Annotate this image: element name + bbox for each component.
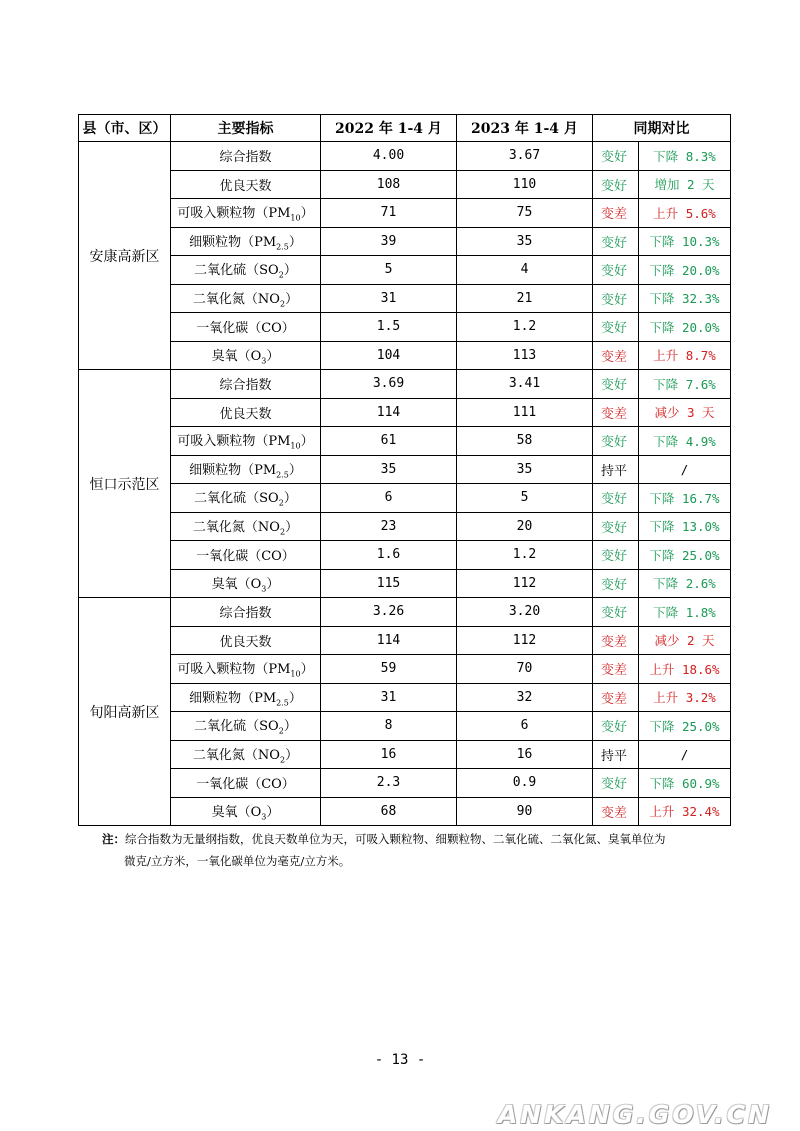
note-line-1: 综合指数为无量纲指数，优良天数单位为天，可吸入颗粒物、细颗粒物、二氧化硫、二氧化氮、臭氧单位为 <box>125 832 666 846</box>
table-row <box>79 142 731 171</box>
change-cell: 下降 25.0% <box>639 712 731 741</box>
header-2022: 2022 年 1-4 月 <box>321 115 457 142</box>
indicator-cell <box>171 284 321 313</box>
trend-cell: 变好 <box>593 541 639 570</box>
value-2022-cell: 1.5 <box>321 313 457 342</box>
value-2022-cell: 16 <box>321 740 457 769</box>
change-cell: 上升 32.4% <box>639 797 731 826</box>
indicator-suffix: ） <box>266 576 280 592</box>
value-2022-cell: 108 <box>321 170 457 199</box>
indicator-cell <box>171 769 321 798</box>
change-cell: 下降 10.3% <box>639 227 731 256</box>
indicator-cell <box>171 655 321 684</box>
indicator-name: 二氧化氮（NO <box>192 519 280 535</box>
value-2022-cell: 39 <box>321 227 457 256</box>
indicator-cell <box>171 398 321 427</box>
indicator-suffix: ） <box>288 234 302 250</box>
indicator-suffix: ） <box>285 747 299 763</box>
change-cell: 减少 3 天 <box>639 398 731 427</box>
trend-cell: 变差 <box>593 683 639 712</box>
trend-cell: 变好 <box>593 598 639 627</box>
indicator-suffix: ） <box>283 491 297 507</box>
indicator-subscript: 2 <box>279 299 286 309</box>
indicator-suffix: ） <box>288 462 302 478</box>
note-line-2: 微克/立方米，一氧化碳单位为毫克/立方米。 <box>124 854 351 868</box>
indicator-name: 二氧化硫（SO <box>194 719 279 735</box>
indicator-subscript: 3 <box>261 356 267 366</box>
value-2023-cell: 3.20 <box>457 598 593 627</box>
table-body <box>79 142 731 826</box>
value-2023-cell: 58 <box>457 427 593 456</box>
table-row <box>79 484 731 513</box>
indicator-cell <box>171 170 321 199</box>
change-cell: 下降 20.0% <box>639 256 731 285</box>
table-header <box>79 115 731 142</box>
value-2023-cell: 110 <box>457 170 593 199</box>
indicator-subscript: 10 <box>290 670 301 680</box>
indicator-suffix: ） <box>300 434 314 450</box>
table-row <box>79 598 731 627</box>
table-row <box>79 427 731 456</box>
value-2022-cell: 4.00 <box>321 142 457 171</box>
table-row <box>79 170 731 199</box>
county-cell: 旬阳高新区 <box>79 598 171 826</box>
table-row <box>79 740 731 769</box>
indicator-subscript: 2.5 <box>276 698 289 708</box>
change-cell: 下降 25.0% <box>639 541 731 570</box>
change-cell: 上升 3.2% <box>639 683 731 712</box>
trend-cell: 持平 <box>593 455 639 484</box>
trend-cell: 变好 <box>593 769 639 798</box>
value-2022-cell: 2.3 <box>321 769 457 798</box>
trend-cell: 变差 <box>593 626 639 655</box>
indicator-cell <box>171 626 321 655</box>
indicator-subscript: 2 <box>278 271 284 281</box>
value-2023-cell: 6 <box>457 712 593 741</box>
value-2022-cell: 114 <box>321 626 457 655</box>
indicator-name: 臭氧（O <box>211 348 262 364</box>
change-cell: 下降 20.0% <box>639 313 731 342</box>
indicator-name: 优良天数 <box>219 178 272 194</box>
trend-cell: 变好 <box>593 484 639 513</box>
indicator-name: 优良天数 <box>219 406 272 422</box>
change-cell: 上升 18.6% <box>639 655 731 684</box>
indicator-subscript: 10 <box>290 214 301 224</box>
indicator-name: 细颗粒物（PM <box>189 462 277 478</box>
indicator-name: 二氧化氮（NO <box>192 291 280 307</box>
indicator-cell <box>171 256 321 285</box>
indicator-subscript: 10 <box>290 442 301 452</box>
value-2023-cell: 113 <box>457 341 593 370</box>
indicator-subscript: 2 <box>278 727 284 737</box>
indicator-name: 二氧化硫（SO <box>194 491 279 507</box>
value-2023-cell: 20 <box>457 512 593 541</box>
indicator-cell <box>171 313 321 342</box>
value-2022-cell: 68 <box>321 797 457 826</box>
trend-cell: 变好 <box>593 370 639 399</box>
table-row <box>79 199 731 228</box>
indicator-cell <box>171 512 321 541</box>
indicator-name: 一氧化碳（CO） <box>196 777 295 793</box>
value-2022-cell: 8 <box>321 712 457 741</box>
indicator-name: 可吸入颗粒物（PM <box>177 434 291 450</box>
value-2023-cell: 3.67 <box>457 142 593 171</box>
indicator-name: 综合指数 <box>219 150 272 166</box>
value-2022-cell: 104 <box>321 341 457 370</box>
indicator-cell <box>171 598 321 627</box>
table-row <box>79 569 731 598</box>
value-2022-cell: 71 <box>321 199 457 228</box>
value-2023-cell: 32 <box>457 683 593 712</box>
indicator-name: 一氧化碳（CO） <box>196 321 295 337</box>
header-county: 县（市、区） <box>79 115 171 142</box>
indicator-cell <box>171 712 321 741</box>
county-cell: 安康高新区 <box>79 142 171 370</box>
change-cell: 下降 1.8% <box>639 598 731 627</box>
trend-cell: 变好 <box>593 227 639 256</box>
trend-cell: 变差 <box>593 398 639 427</box>
change-cell: 上升 8.7% <box>639 341 731 370</box>
table-row <box>79 541 731 570</box>
indicator-suffix: ） <box>266 804 280 820</box>
change-cell: 增加 2 天 <box>639 170 731 199</box>
change-cell: 下降 8.3% <box>639 142 731 171</box>
value-2023-cell: 3.41 <box>457 370 593 399</box>
value-2023-cell: 35 <box>457 227 593 256</box>
value-2022-cell: 23 <box>321 512 457 541</box>
change-cell: 上升 5.6% <box>639 199 731 228</box>
indicator-subscript: 2.5 <box>276 470 289 480</box>
trend-cell: 变好 <box>593 170 639 199</box>
table-row <box>79 655 731 684</box>
change-cell: 下降 4.9% <box>639 427 731 456</box>
change-cell: 下降 16.7% <box>639 484 731 513</box>
table-row <box>79 512 731 541</box>
value-2023-cell: 75 <box>457 199 593 228</box>
indicator-subscript: 3 <box>261 812 267 822</box>
page-number: - 13 - <box>374 1052 426 1068</box>
indicator-cell <box>171 484 321 513</box>
indicator-suffix: ） <box>285 291 299 307</box>
table-row <box>79 683 731 712</box>
change-cell: 下降 32.3% <box>639 284 731 313</box>
value-2023-cell: 16 <box>457 740 593 769</box>
value-2023-cell: 1.2 <box>457 313 593 342</box>
indicator-subscript: 3 <box>261 584 267 594</box>
value-2022-cell: 6 <box>321 484 457 513</box>
change-cell: 下降 7.6% <box>639 370 731 399</box>
value-2022-cell: 115 <box>321 569 457 598</box>
indicator-cell <box>171 541 321 570</box>
county-cell: 恒口示范区 <box>79 370 171 598</box>
change-cell: / <box>639 455 731 484</box>
indicator-cell <box>171 142 321 171</box>
indicator-name: 可吸入颗粒物（PM <box>177 206 291 222</box>
indicator-name: 二氧化硫（SO <box>194 263 279 279</box>
value-2023-cell: 5 <box>457 484 593 513</box>
change-cell: 下降 13.0% <box>639 512 731 541</box>
value-2023-cell: 35 <box>457 455 593 484</box>
value-2023-cell: 111 <box>457 398 593 427</box>
header-indicator: 主要指标 <box>171 115 321 142</box>
indicator-suffix: ） <box>285 519 299 535</box>
table-row <box>79 256 731 285</box>
indicator-subscript: 2 <box>278 499 284 509</box>
value-2023-cell: 4 <box>457 256 593 285</box>
note-label: 注： <box>102 832 125 846</box>
value-2022-cell: 31 <box>321 683 457 712</box>
table-row <box>79 313 731 342</box>
table-row <box>79 370 731 399</box>
indicator-cell <box>171 740 321 769</box>
trend-cell: 变好 <box>593 712 639 741</box>
table-row <box>79 626 731 655</box>
value-2022-cell: 35 <box>321 455 457 484</box>
trend-cell: 变好 <box>593 313 639 342</box>
change-cell: / <box>639 740 731 769</box>
value-2022-cell: 59 <box>321 655 457 684</box>
value-2022-cell: 31 <box>321 284 457 313</box>
indicator-suffix: ） <box>300 206 314 222</box>
table-row <box>79 769 731 798</box>
table-row <box>79 797 731 826</box>
indicator-cell <box>171 455 321 484</box>
trend-cell: 变好 <box>593 256 639 285</box>
value-2023-cell: 21 <box>457 284 593 313</box>
value-2023-cell: 1.2 <box>457 541 593 570</box>
change-cell: 下降 60.9% <box>639 769 731 798</box>
indicator-cell <box>171 199 321 228</box>
trend-cell: 变差 <box>593 341 639 370</box>
indicator-suffix: ） <box>266 348 280 364</box>
change-cell: 下降 2.6% <box>639 569 731 598</box>
header-row <box>79 115 731 142</box>
indicator-suffix: ） <box>283 719 297 735</box>
indicator-suffix: ） <box>300 662 314 678</box>
indicator-name: 一氧化碳（CO） <box>196 549 295 565</box>
indicator-name: 二氧化氮（NO <box>192 747 280 763</box>
value-2023-cell: 90 <box>457 797 593 826</box>
indicator-cell <box>171 341 321 370</box>
value-2023-cell: 70 <box>457 655 593 684</box>
value-2022-cell: 3.69 <box>321 370 457 399</box>
trend-cell: 变好 <box>593 512 639 541</box>
air-quality-table <box>78 114 731 826</box>
indicator-name: 可吸入颗粒物（PM <box>177 662 291 678</box>
table-row <box>79 712 731 741</box>
table-row <box>79 227 731 256</box>
value-2023-cell: 0.9 <box>457 769 593 798</box>
indicator-suffix: ） <box>288 690 302 706</box>
indicator-cell <box>171 370 321 399</box>
table-row <box>79 455 731 484</box>
site-watermark: ANKANG.GOV.CN <box>497 1100 772 1129</box>
indicator-name: 细颗粒物（PM <box>189 690 277 706</box>
value-2023-cell: 112 <box>457 569 593 598</box>
table-row <box>79 284 731 313</box>
value-2022-cell: 114 <box>321 398 457 427</box>
header-2023: 2023 年 1-4 月 <box>457 115 593 142</box>
value-2022-cell: 1.6 <box>321 541 457 570</box>
table-note <box>102 828 742 872</box>
indicator-name: 细颗粒物（PM <box>189 234 277 250</box>
table-row <box>79 398 731 427</box>
indicator-subscript: 2 <box>279 755 286 765</box>
value-2022-cell: 3.26 <box>321 598 457 627</box>
indicator-cell <box>171 227 321 256</box>
trend-cell: 变差 <box>593 797 639 826</box>
indicator-name: 臭氧（O <box>211 576 262 592</box>
trend-cell: 变差 <box>593 199 639 228</box>
indicator-name: 综合指数 <box>219 606 272 622</box>
indicator-cell <box>171 427 321 456</box>
trend-cell: 变好 <box>593 427 639 456</box>
table-row <box>79 341 731 370</box>
trend-cell: 变好 <box>593 142 639 171</box>
indicator-cell <box>171 797 321 826</box>
indicator-subscript: 2.5 <box>276 242 289 252</box>
indicator-cell <box>171 569 321 598</box>
header-comparison: 同期对比 <box>593 115 731 142</box>
trend-cell: 持平 <box>593 740 639 769</box>
indicator-suffix: ） <box>283 263 297 279</box>
indicator-cell <box>171 683 321 712</box>
indicator-name: 臭氧（O <box>211 804 262 820</box>
indicator-name: 综合指数 <box>219 378 272 394</box>
trend-cell: 变差 <box>593 655 639 684</box>
indicator-subscript: 2 <box>279 527 286 537</box>
trend-cell: 变好 <box>593 569 639 598</box>
value-2022-cell: 61 <box>321 427 457 456</box>
trend-cell: 变好 <box>593 284 639 313</box>
indicator-name: 优良天数 <box>219 634 272 650</box>
change-cell: 减少 2 天 <box>639 626 731 655</box>
value-2023-cell: 112 <box>457 626 593 655</box>
value-2022-cell: 5 <box>321 256 457 285</box>
